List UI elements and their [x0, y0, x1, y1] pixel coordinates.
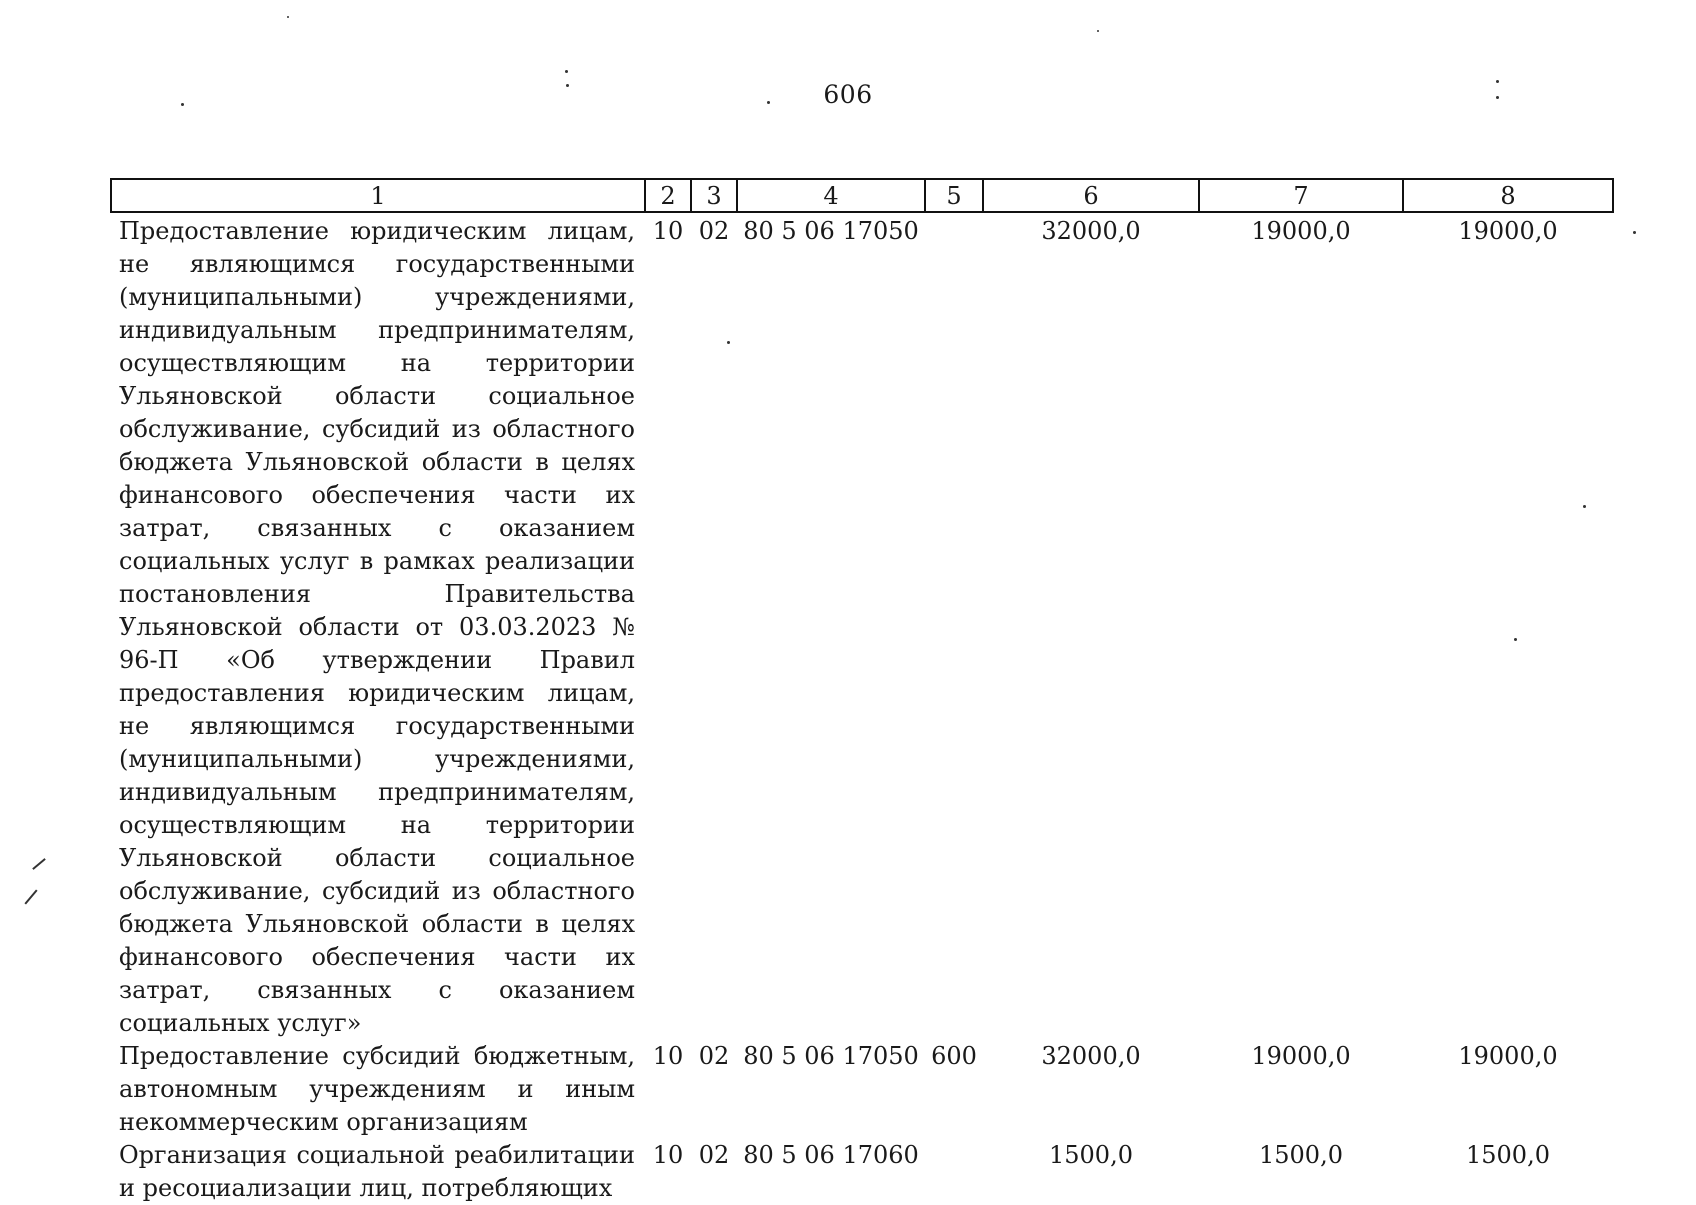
- column-header-5: 5: [925, 179, 983, 212]
- row-subsection-code: 02: [698, 217, 730, 245]
- row-description: Организация социальной реабилитации и ресоциализации лиц, потребляющих: [119, 1141, 635, 1202]
- row-amount-col8: 19000,0: [1458, 217, 1558, 245]
- row-target-code: 80 5 06 17050: [743, 1042, 919, 1070]
- row-amount-col7: 1500,0: [1259, 1141, 1343, 1169]
- row-section-code: 10: [652, 1141, 684, 1169]
- row-amount-col6: 32000,0: [1041, 217, 1141, 245]
- row-subsection-code: 02: [698, 1042, 730, 1070]
- row-amount-col6: 1500,0: [1049, 1141, 1133, 1169]
- row-expense-type: [925, 212, 983, 1040]
- table-row: [111, 1139, 1613, 1205]
- column-header-3: 3: [691, 179, 737, 212]
- table-row: [111, 1040, 1613, 1139]
- scan-speck: [565, 70, 568, 73]
- scan-speck: [1583, 505, 1586, 508]
- row-section-code: 10: [652, 1042, 684, 1070]
- row-amount-col7: 19000,0: [1251, 1042, 1351, 1070]
- scan-speck: [181, 103, 184, 106]
- scan-speck: [727, 341, 730, 344]
- table-row: [111, 212, 1613, 1040]
- row-section-code: 10: [652, 217, 684, 245]
- scan-speck: [1633, 231, 1636, 234]
- scan-speck: [566, 84, 569, 87]
- header-row: [111, 179, 1613, 212]
- row-description: Предоставление юридическим лицам, не являющимся государственными (муниципальными) учреждениями, индивидуальным предпринимателям, осуществляющим на территории Ульяновской области социальное обслуживание, субсидий из областного бюджета Ульяновской области в целях финансового обеспечения части их затрат, связанных с оказанием социальных услуг в рамках реализации постановления Правительства Ульяновской области от 03.03.2023 № 96-П «Об утверждении Правил предоставления юридическим лицам, не являющимся государственными (муниципальными) учреждениями, индивидуальным предпринимателям, осуществляющим на территории Ульяновской области социальное обслуживание, субсидий из областного бюджета Ульяновской области в целях финансового обеспечения части их затрат, связанных с оказанием социальных услуг»: [119, 217, 635, 1037]
- row-amount-col6: 32000,0: [1041, 1042, 1141, 1070]
- row-expense-type: 600: [931, 1042, 977, 1070]
- row-subsection-code: 02: [698, 1141, 730, 1169]
- scan-speck: [1496, 80, 1499, 83]
- column-header-6: 6: [983, 179, 1199, 212]
- pen-stroke: [32, 858, 46, 870]
- row-amount-col8: 19000,0: [1458, 1042, 1558, 1070]
- column-header-4: 4: [737, 179, 925, 212]
- row-target-code: 80 5 06 17050: [743, 217, 919, 245]
- scan-speck: [767, 101, 770, 104]
- column-header-2: 2: [645, 179, 691, 212]
- scan-speck: [287, 16, 289, 18]
- row-expense-type: [925, 1139, 983, 1205]
- row-amount-col8: 1500,0: [1466, 1141, 1550, 1169]
- column-header-8: 8: [1403, 179, 1613, 212]
- budget-table: [110, 178, 1614, 1205]
- pen-stroke: [24, 889, 37, 904]
- scan-speck: [1514, 638, 1517, 641]
- page-number: 606: [823, 80, 873, 109]
- column-header-1: 1: [111, 179, 645, 212]
- scan-speck: [1496, 96, 1499, 99]
- row-target-code: 80 5 06 17060: [743, 1141, 919, 1169]
- row-description: Предоставление субсидий бюджетным, автономным учреждениям и иным некоммерческим организациям: [119, 1042, 635, 1136]
- scan-speck: [1097, 30, 1099, 32]
- row-amount-col7: 19000,0: [1251, 217, 1351, 245]
- column-header-7: 7: [1199, 179, 1403, 212]
